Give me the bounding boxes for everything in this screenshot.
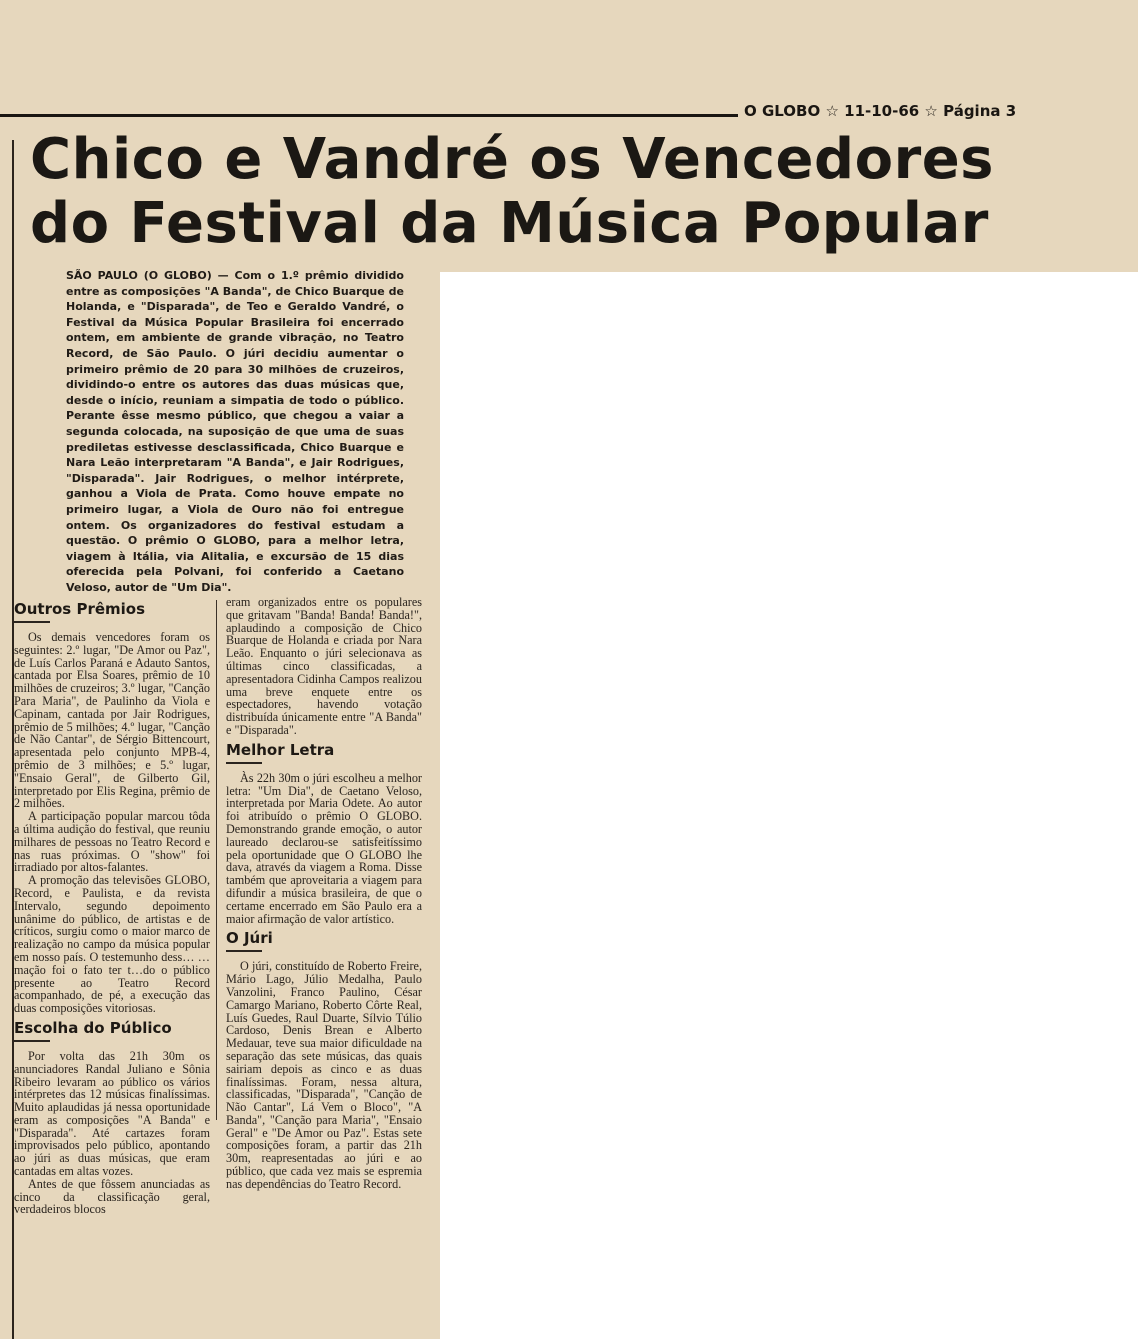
paragraph: Antes de que fôssem anunciadas as cinco da classificação geral, verdadeiros blocos [14, 1176, 210, 1217]
paragraph: A participação popular marcou tôda a última audição do festival, que reuniu milhares de pessoas no Teatro Record e nas ruas próximas. O "show" foi irradiado por altos-falantes. [14, 809, 210, 875]
subhead-melhor-letra: Melhor Letra [226, 740, 335, 759]
paragraph: A promoção das televisões GLOBO, Record, e Paulista, e da revista Intervalo, segundo depoimento unânime do público, de artistas e de críticos, surgiu como o maior marco de realização no campo da música popular em nosso país. O testemunho dess… …mação foi o fato ter t…do o público presente ao Teatro Record acompanhado, de pé, a execução das duas composições vitoriosas. [14, 873, 210, 1016]
subhead-outros-premios: Outros Prêmios [14, 600, 146, 618]
column-right [226, 596, 422, 1191]
headline [30, 128, 1060, 256]
subhead-rule [226, 762, 262, 764]
paragraph: O júri, constituído de Roberto Freire, Mário Lago, Júlio Medalha, Paulo Vanzolini, Franco Paulino, César Camargo Mariano, Roberto Côrte Real, Luís Guedes, Raul Duarte, Sílvio Túlio Cardoso, Denis Brean e Alberto Medauar, teve sua maior dificuldade na separação das sete músicas, das quais sairiam depois as cinco e as duas finalíssimas. Foram, nessa altura, classificadas, "Disparada", "Canção de Não Cantar", Lá Vem o Bloco", "A Banda", "Canção para Maria", "Ensaio Geral" e "De Amor ou Paz". Estas sete composições foram, a partir das 21h 30m, reapresentadas ao júri e ao público, que cada vez mais se espremia nas dependências do Teatro Record. [226, 959, 422, 1191]
headline-line-2: do Festival da Música Popular [30, 191, 989, 256]
subhead-rule [226, 950, 262, 952]
subhead-rule [14, 1040, 50, 1042]
paragraph: Às 22h 30m o júri escolheu a melhor letra: "Um Dia", de Caetano Veloso, interpretada por Maria Odete. Ao autor foi atribuído o prêmio O GLOBO. Demonstrando grande emoção, o autor laureado declarou-se satisfeitíssimo pela oportunidade que O GLOBO lhe dava, através da viagem a Roma. Disse também que aproveitaria a viagem para difundir a música brasileira, de que o certame encerrado em São Paulo era a maior afirmação de valor artístico. [226, 770, 422, 926]
header-rule [0, 114, 738, 117]
column-divider [216, 600, 217, 1120]
headline-line-1: Chico e Vandré os Vencedores [30, 127, 995, 192]
header-credit: O GLOBO ☆ 11-10-66 ☆ Página 3 [744, 102, 1017, 120]
subhead-escolha-do-publico: Escolha do Público [14, 1018, 172, 1037]
paragraph: Por volta das 21h 30m os anunciadores Randal Juliano e Sônia Ribeiro levaram ao público os vários intérpretes das 12 músicas finalíssimas. Muito aplaudidas já nessa oportunidade eram as composições "A Banda" e "Disparada". Até cartazes foram improvisados pelo público, apontando ao júri as duas músicas, que eram cantadas em altas vozes. [14, 1048, 210, 1179]
lead-paragraph: SÃO PAULO (O GLOBO) — Com o 1.º prêmio dividido entre as composições "A Banda", de Chico Buarque de Holanda, e "Disparada", de Teo e Geraldo Vandré, o Festival da Música Popular Brasileira foi encerrado ontem, em ambiente de grande vibração, no Teatro Record, de São Paulo. O júri decidiu aumentar o primeiro prêmio de 20 para 30 milhões de cruzeiros, dividindo-o entre os autores das duas músicas que, desde o início, reuniam a simpatia de todo o público. Perante êsse mesmo público, que chegou a vaiar a segunda colocada, na suposição de que uma de suas prediletas estivesse desclassificada, Chico Buarque e Nara Leão interpretaram "A Banda", e Jair Rodrigues, "Disparada". Jair Rodrigues, o melhor intérprete, ganhou a Viola de Prata. Como houve empate no primeiro lugar, a Viola de Ouro não foi entregue ontem. Os organizadores do festival estudam a questão. O prêmio O GLOBO, para a melhor letra, viagem à Itália, via Alitalia, e excursão de 15 dias oferecida pela Polvani, foi conferido a Caetano Veloso, autor de "Um Dia". [66, 269, 404, 594]
column-left [14, 596, 210, 1216]
paragraph: Os demais vencedores foram os seguintes: 2.º lugar, "De Amor ou Paz", de Luís Carlos Paraná e Adauto Santos, cantada por Elsa Soares, prêmio de 10 milhões de cruzeiros; 3.º lugar, "Canção Para Maria", de Paulinho da Viola e Capinam, cantada por Jair Rodrigues, prêmio de 5 milhões; 4.º lugar, "Canção de Não Cantar", de Sérgio Bittencourt, apresentada pelo conjunto MPB-4, prêmio de 3 milhões; e 5.º lugar, "Ensaio Geral", de Gilberto Gil, interpretado por Elis Regina, prêmio de 2 milhões. [14, 630, 210, 811]
paragraph-continuation: eram organizados entre os populares que gritavam "Banda! Banda! Banda!", aplaudindo a composição de Chico Buarque de Holanda e criada por Nara Leão. Enquanto o júri selecionava as últimas cinco classificadas, a apresentadora Cidinha Campos realizou uma breve enquete entre os espectadores, havendo votação distribuída únicamente entre "A Banda" e "Disparada". [226, 595, 422, 737]
subhead-rule [14, 621, 50, 623]
subhead-o-juri: O Júri [226, 929, 273, 948]
